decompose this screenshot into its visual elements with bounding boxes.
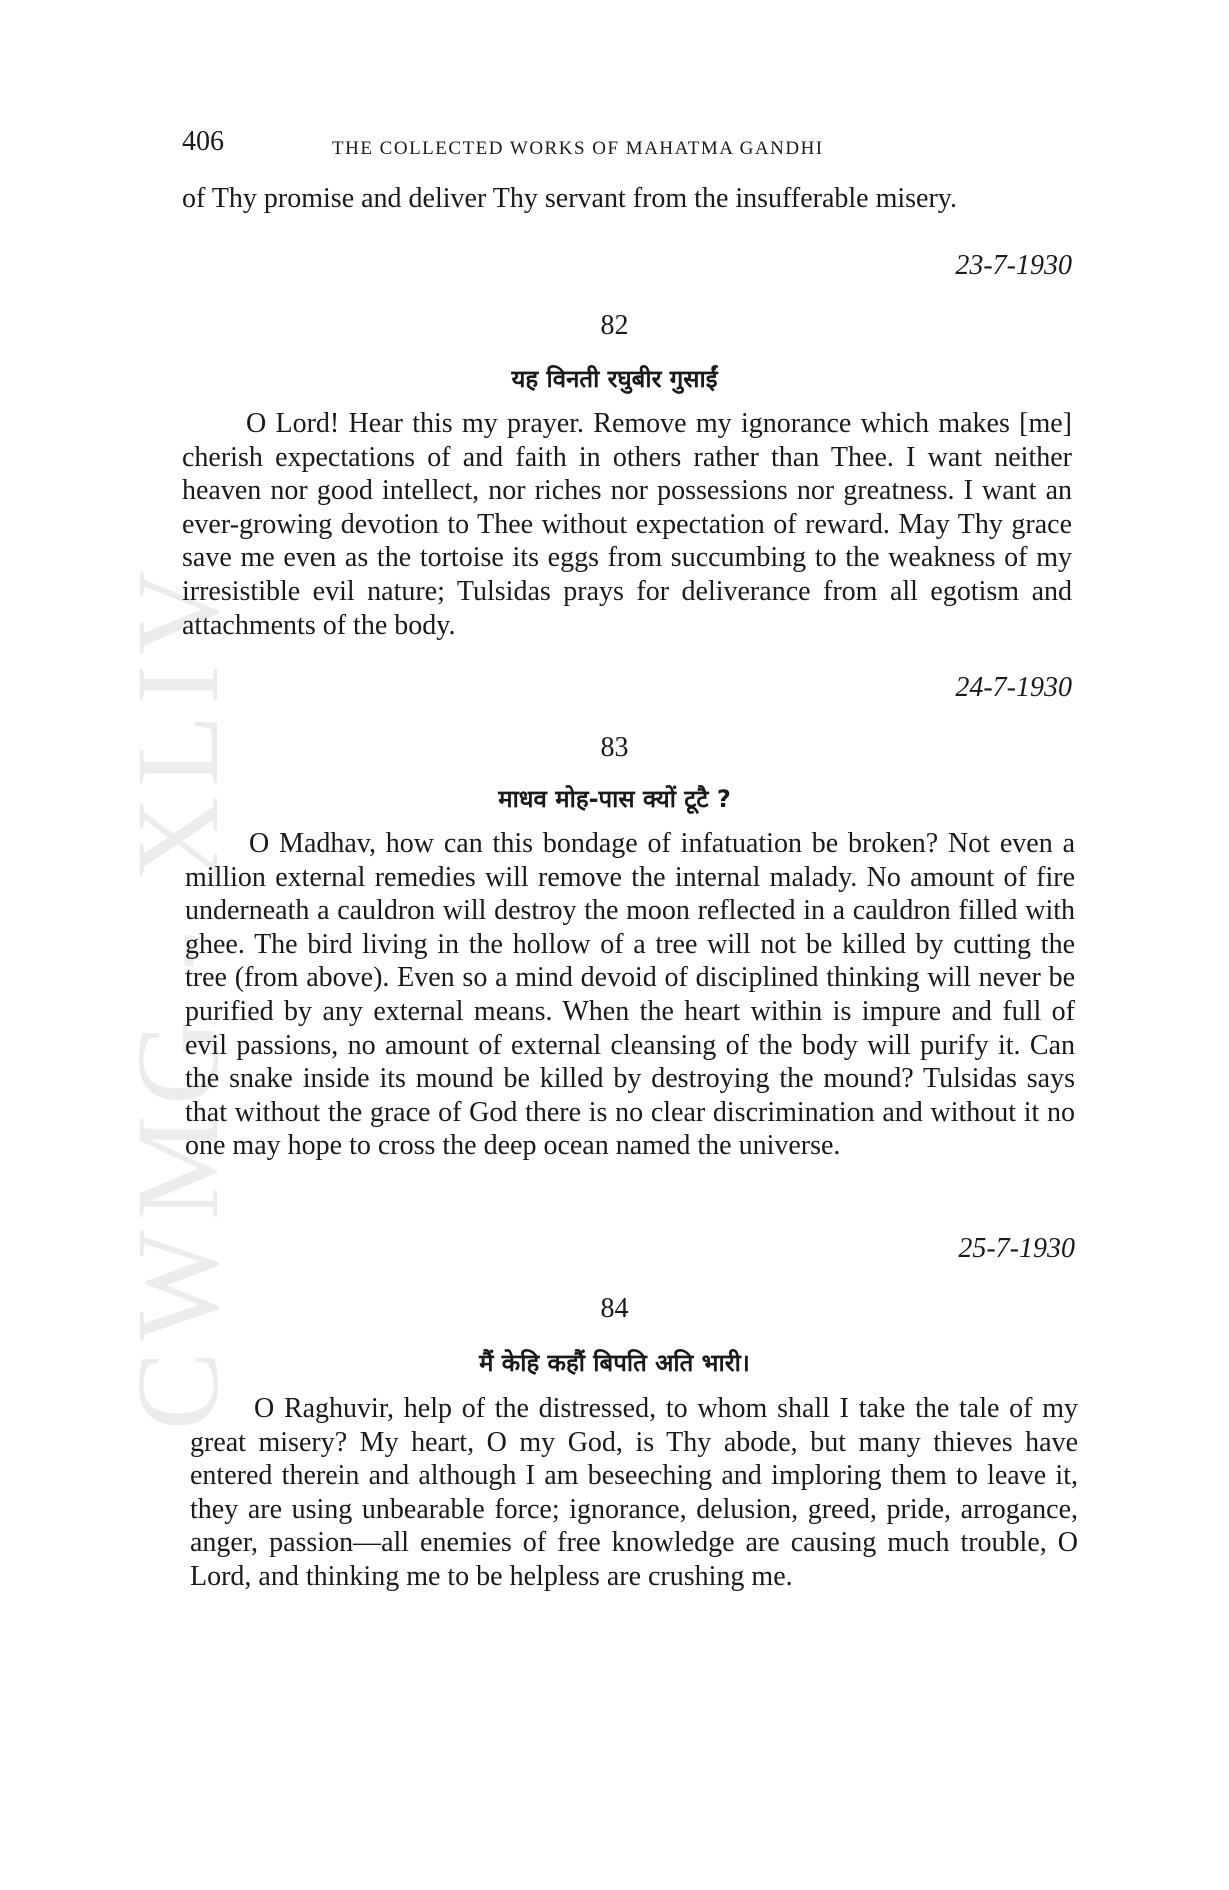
- section-number-83: 83: [600, 732, 629, 763]
- section-number-84: 84: [600, 1293, 629, 1324]
- section-number-82: 82: [600, 310, 629, 341]
- section-82-text: O Lord! Hear this my prayer. Remove my ignorance which makes [me] cherish expectations of and faith in others rather than Thee. I want neither heaven nor good intellect, nor riches nor possessions nor greatness. I want an ever-growing devotion to Thee without expectation of reward. May Thy grace save me even as the tortoise its eggs from succumbing to the weakness of my irresistible evil nature; Tulsidas prays for deliverance from all egotism and attachments of the body.: [182, 408, 1072, 641]
- watermark-text: CWMG - XLIV: [112, 559, 244, 1431]
- opening-date: 23-7-1930: [955, 250, 1072, 281]
- hindi-title-82: यह विनती रघुबीर गुसाईं: [511, 365, 718, 393]
- hindi-title-84: मैं केहि कहौं बिपति अति भारी।: [479, 1349, 750, 1377]
- section-83-date: 25-7-1930: [958, 1233, 1075, 1264]
- running-head: THE COLLECTED WORKS OF MAHATMA GANDHI: [332, 138, 824, 159]
- hindi-title-83: माधव मोह-पास क्यों टूटै ?: [498, 785, 731, 813]
- page-number: 406: [182, 126, 224, 157]
- section-83-text: O Madhav, how can this bondage of infatuation be broken? Not even a million external remedies will remove the internal malady. No amount of fire underneath a cauldron will destroy the moon reflected in a cauldron filled with ghee. The bird living in the hollow of a tree will not be killed by cutting the tree (from above). Even so a mind devoid of disciplined thinking will never be purified by any external means. When the heart within is impure and full of evil passions, no amount of external cleansing of the body will purify it. Can the snake inside its mound be killed by destroying the mound? Tulsidas says that without the grace of God there is no clear discrimination and without it no one may hope to cross the deep ocean named the universe.: [185, 828, 1075, 1162]
- opening-paragraph: of Thy promise and deliver Thy servant from the insufferable misery.: [182, 183, 957, 214]
- page-header: [182, 126, 1082, 166]
- section-84-text: O Raghuvir, help of the distressed, to whom shall I take the tale of my great misery? My heart, O my God, is Thy abode, but many thieves have entered therein and although I am beseeching and imploring them to leave it, they are using unbearable force; ignorance, delusion, greed, pride, arrogance, anger, passion—all enemies of free knowledge are causing much trouble, O Lord, and thinking me to be helpless are crushing me.: [190, 1393, 1078, 1592]
- section-82-date: 24-7-1930: [955, 672, 1072, 703]
